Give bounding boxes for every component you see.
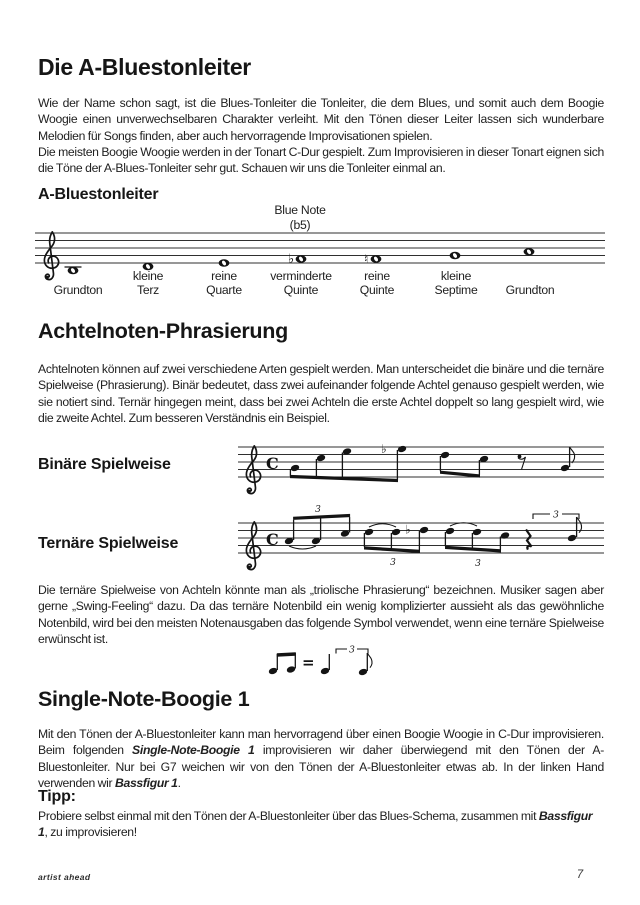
flat-accidental-icon: ♭ bbox=[288, 252, 295, 267]
degree-label-grundton-high: Grundton bbox=[505, 283, 555, 297]
page-title: Die A-Bluestonleiter bbox=[38, 54, 251, 80]
eighth-note-flagged bbox=[560, 447, 575, 472]
degree-label-verminderte-quinte-top: verminderte bbox=[270, 269, 332, 283]
eighth-flag-icon bbox=[367, 653, 372, 668]
text-run: Probiere selbst einmal mit den Tönen der A-Bluestonleiter über das Blues-Schema, zusammen mit bbox=[38, 809, 539, 823]
triplet-number: 3 bbox=[475, 559, 481, 569]
whole-note-verminderte-quinte bbox=[288, 252, 306, 267]
whole-note-reine-quarte bbox=[219, 259, 230, 266]
boogie-title: Single-Note-Boogie 1 bbox=[38, 687, 250, 711]
emphasized-text: Single-Note-Boogie 1 bbox=[132, 743, 255, 758]
degree-label-reine-quarte-bottom: Quarte bbox=[206, 283, 242, 297]
time-signature: C bbox=[266, 530, 279, 549]
binary-staff-notation bbox=[238, 440, 604, 498]
staff-lines bbox=[238, 523, 604, 553]
triplet-number: 3 bbox=[553, 510, 559, 521]
equals-sign: = bbox=[302, 653, 315, 672]
whole-note-reine-quinte bbox=[364, 252, 381, 266]
text-run: , zu improvisieren! bbox=[44, 825, 137, 840]
degree-label-grundton-low: Grundton bbox=[53, 283, 103, 297]
triplet-number: 3 bbox=[390, 558, 396, 568]
tipp-paragraph bbox=[38, 808, 604, 841]
time-signature: C bbox=[266, 454, 279, 473]
triplet-number: 3 bbox=[349, 645, 355, 656]
degree-label-kleine-septime-bottom: Septime bbox=[434, 283, 478, 297]
publisher-logo: artist ahead bbox=[38, 872, 91, 882]
ternary-label: Ternäre Spielweise bbox=[38, 535, 179, 552]
blue-note-flat5-label: (b5) bbox=[289, 218, 311, 232]
blue-note-label: Blue Note bbox=[274, 203, 326, 217]
staff-lines bbox=[238, 447, 604, 477]
tie-curve bbox=[289, 546, 316, 549]
triplet-number: 3 bbox=[315, 505, 321, 515]
text-run: Mit den Tönen der A-Bluestonleiter kann man hervorragend über einen Boogie Woogie in C-Dur improvisieren. Beim folgenden bbox=[38, 727, 604, 758]
ternary-staff-notation bbox=[238, 503, 604, 573]
intro-paragraph-1: Wie der Name schon sagt, ist die Blues-Tonleiter die Tonleiter, die dem Blues, und somit auch dem Boogie Woogie einen unverwechselbaren Charakter verleiht. Mit den Tönen dieser Leiter lassen sich wunderbare Melodien für Songs finden, aber auch hervorragende Improvisationen spielen. bbox=[38, 96, 604, 143]
flat-accidental-icon: ♭ bbox=[381, 442, 387, 456]
degree-label-kleine-septime-top: kleine bbox=[440, 269, 472, 283]
staff-lines bbox=[35, 233, 605, 263]
page-number: 7 bbox=[576, 869, 584, 881]
degree-label-reine-quinte-top: reine bbox=[364, 269, 390, 283]
whole-note-grundton-high bbox=[524, 248, 535, 255]
text-run: . bbox=[177, 775, 181, 790]
triplet-bracket-group bbox=[533, 511, 582, 543]
degree-label-verminderte-quinte-bottom: Quinte bbox=[283, 283, 319, 297]
triplet-quarter-eighth bbox=[320, 646, 372, 677]
scale-subheading: A-Bluestonleiter bbox=[38, 186, 159, 203]
beamed-eighth-pair bbox=[268, 652, 296, 675]
degree-label-kleine-terz-top: kleine bbox=[132, 269, 164, 283]
emphasized-text: Bassfigur 1 bbox=[38, 809, 593, 840]
triplet-group-1 bbox=[284, 505, 350, 549]
whole-note-grundton-low bbox=[65, 267, 82, 274]
binary-label: Binäre Spielweise bbox=[38, 456, 171, 473]
emphasized-text: Bassfigur 1 bbox=[114, 775, 178, 790]
whole-note-kleine-septime bbox=[450, 252, 461, 259]
text-run: improvisieren wir daher überwiegend mit den Tönen der A-Bluestonleiter. Nur bei G7 weichen wir von den Tönen der A-Bluestonleiter etwas ab. In der linken Hand verwenden wir bbox=[38, 743, 604, 790]
swing-paragraph: Die ternäre Spielweise von Achteln könnte man als „triolische Phrasierung“ bezeichnen. Musiker sagen aber gerne „Swing-Feeling“ dazu. Da das ternäre Notenbild ein wenig komplizierter aussieht als das gewöhnliche Notenbild, wird bei den meisten Notenausgaben das folgende Symbol verwendet, wenn eine ternäre Spielweise erwünscht ist. bbox=[38, 583, 604, 646]
flat-accidental-icon: ♭ bbox=[405, 522, 411, 537]
phrasing-paragraph: Achtelnoten können auf zwei verschiedene Arten gespielt werden. Man unterscheidet die binäre und die ternäre Spielweise (Phrasierung). Binär bedeutet, dass zwei aufeinander folgende Achtel genauso gespielt werden, wie sie notiert sind. Ternär hingegen meint, dass bei zwei Achteln die erste Achtel doppelt so lang gespielt wird, wie die zweite Achtel. Zum besseren Verständnis ein Beispiel. bbox=[38, 362, 604, 425]
phrasing-title: Achtelnoten-Phrasierung bbox=[38, 319, 288, 343]
degree-label-reine-quinte-bottom: Quinte bbox=[359, 283, 395, 297]
intro-paragraph-2: Die meisten Boogie Woogie werden in der Tonart C-Dur gespielt. Zum Improvisieren in dieser Tonart eignen sich die Töne der A-Blues-Tonleiter sehr gut. Schauen wir uns die Tonleiter einmal an. bbox=[38, 145, 604, 176]
tie-curve bbox=[369, 524, 396, 527]
degree-label-reine-quarte-top: reine bbox=[211, 269, 237, 283]
tipp-title: Tipp: bbox=[38, 788, 76, 805]
natural-accidental-icon: ♮ bbox=[364, 252, 369, 266]
swing-symbol-notation bbox=[262, 642, 377, 682]
degree-label-kleine-terz-bottom: Terz bbox=[136, 283, 160, 297]
boogie-paragraph bbox=[38, 726, 604, 791]
quarter-rest-icon bbox=[526, 530, 532, 550]
